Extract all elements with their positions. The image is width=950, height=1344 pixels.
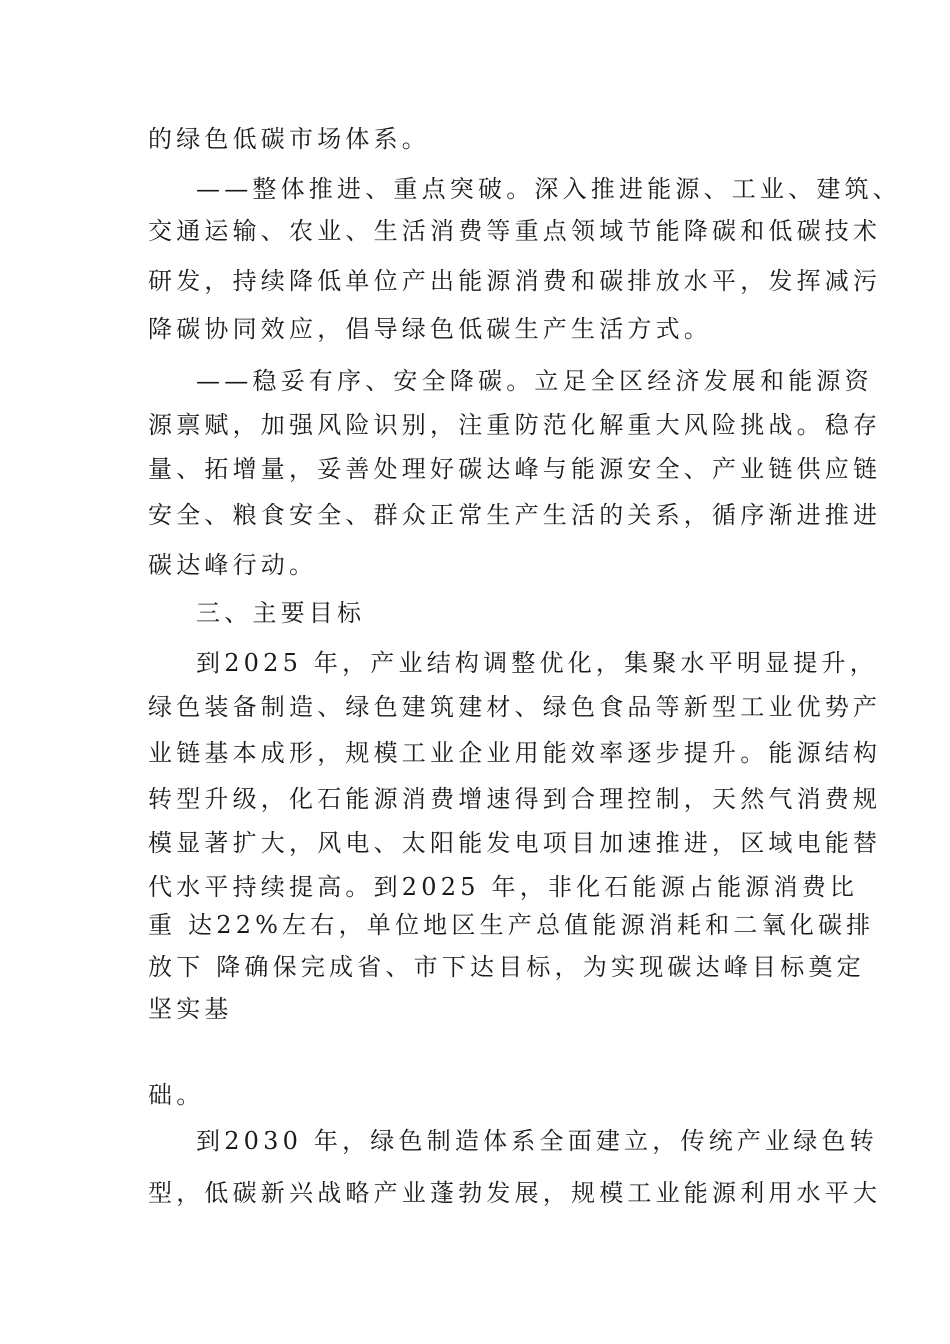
text-line: 绿色装备制造、绿色建筑建材、绿色食品等新型工业优势产 [148, 693, 882, 721]
text-line: 源禀赋，加强风险识别，注重防范化解重大风险挑战。稳存 [148, 411, 882, 439]
text-line: 转型升级，化石能源消费增速得到合理控制，天然气消费规 [148, 785, 882, 813]
text-line: 础。 [148, 1081, 205, 1109]
text-line: 到2025 年，产业结构调整优化，集聚水平明显提升， [196, 649, 878, 677]
text-line: 的绿色低碳市场体系。 [148, 125, 430, 153]
text-line: 重 达22%左右，单位地区生产总值能源消耗和二氧化碳排 [148, 911, 875, 939]
text-line: 模显著扩大，风电、太阳能发电项目加速推进，区域电能替 [148, 829, 882, 857]
text-line: ——稳妥有序、安全降碳。立足全区经济发展和能源资 [196, 367, 873, 395]
text-line: 降碳协同效应，倡导绿色低碳生产生活方式。 [148, 315, 712, 343]
text-line: 量、拓增量，妥善处理好碳达峰与能源安全、产业链供应链 [148, 455, 882, 483]
text-line: 交通运输、农业、生活消费等重点领域节能降碳和低碳技术 [148, 217, 882, 245]
text-line: 到2030 年，绿色制造体系全面建立，传统产业绿色转 [196, 1127, 878, 1155]
section-heading: 三、主要目标 [196, 599, 366, 627]
text-line: 代水平持续提高。到2025 年，非化石能源占能源消费比 [148, 873, 859, 901]
text-line: 业链基本成形，规模工业企业用能效率逐步提升。能源结构 [148, 739, 882, 767]
text-line: 放下 降确保完成省、市下达目标，为实现碳达峰目标奠定 [148, 953, 865, 981]
text-line: 安全、粮食安全、群众正常生产生活的关系，循序渐进推进 [148, 501, 882, 529]
text-line: 碳达峰行动。 [148, 551, 318, 579]
text-line: 研发，持续降低单位产出能源消费和碳排放水平，发挥减污 [148, 267, 882, 295]
text-line: ——整体推进、重点突破。深入推进能源、工业、建筑、 [196, 175, 901, 203]
text-line: 型，低碳新兴战略产业蓬勃发展，规模工业能源利用水平大 [148, 1179, 882, 1207]
text-line: 坚实基 [148, 995, 233, 1023]
